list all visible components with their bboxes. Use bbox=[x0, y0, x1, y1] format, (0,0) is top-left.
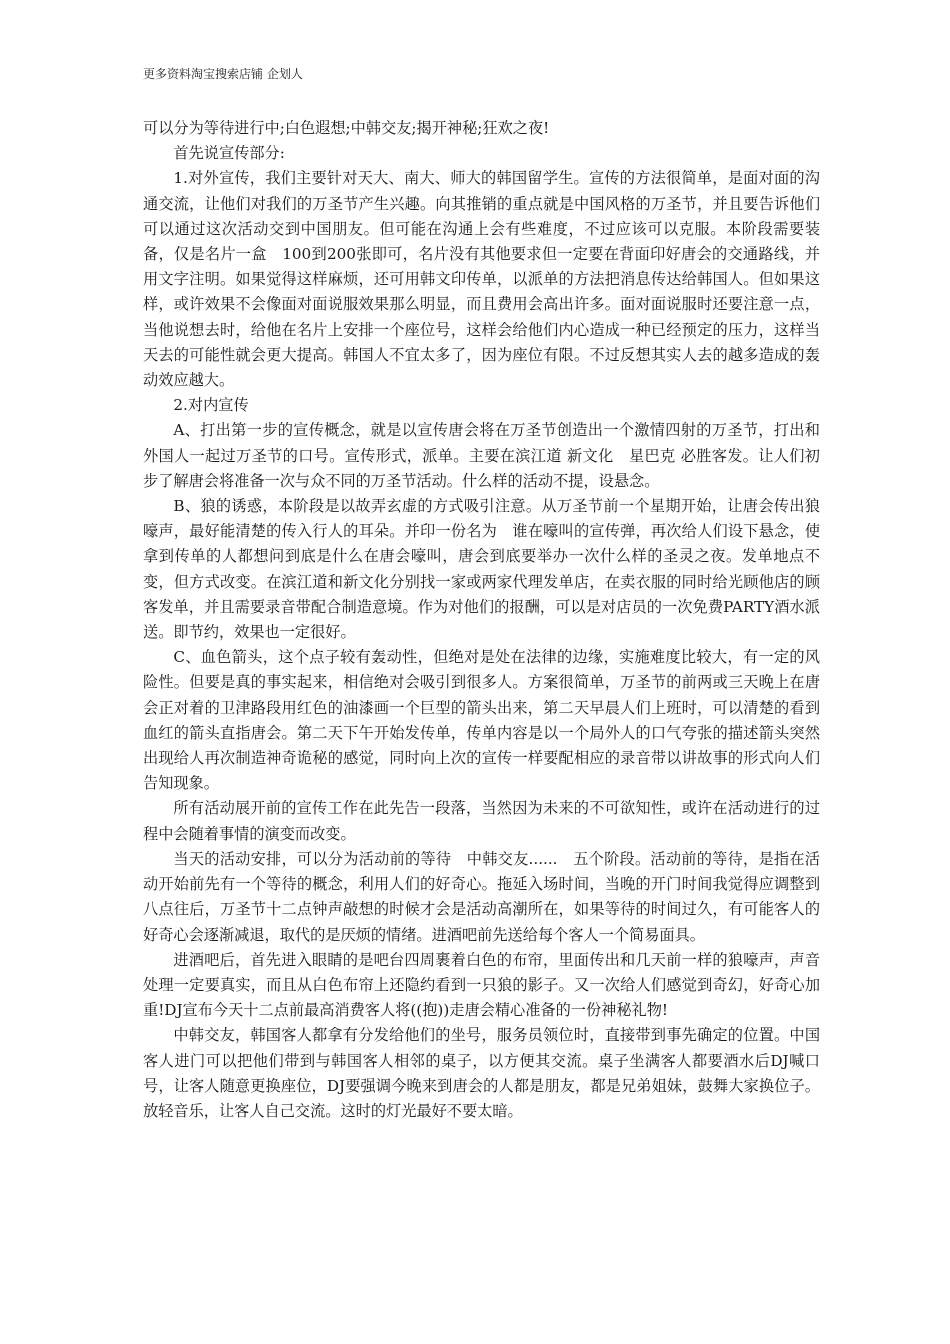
paragraph-publicity-summary: 所有活动展开前的宣传工作在此先告一段落，当然因为未来的不可欲知性，或许在活动进行的过程中会随着事情的演变而改变。 bbox=[143, 799, 820, 843]
paragraph-external-publicity: 1.对外宣传，我们主要针对天大、南大、师大的韩国留学生。宣传的方法很简单，是面对面的沟通交流，让他们对我们的万圣节产生兴趣。向其推销的重点就是中国风格的万圣节，并且要告诉他们可以通过这次活动交到中国朋友。但可能在沟通上会有些难度，不过应该可以克服。本阶段需要装备，仅是名片一盒 100到200张即可，名片没有其他要求但一定要在背面印好唐会的交通路线，并用文字注明。如果觉得这样麻烦，还可用韩文印传单，以派单的方法把消息传达给韩国人。但如果这样，或许效果不会像面对面说服效果那么明显，而且费用会高出许多。面对面说服时还要注意一点，当他说想去时，给他在名片上安排一个座位号，这样会给他们内心造成一种已经预定的压力，这样当天去的可能性就会更大提高。韩国人不宜太多了，因为座位有限。不过反想其实人去的越多造成的轰动效应越大。 bbox=[143, 169, 820, 390]
paragraph-section-c: C、血色箭头，这个点子较有轰动性，但绝对是处在法律的边缘，实施难度比较大，有一定的风险性。但要是真的事实起来，相信绝对会吸引到很多人。方案很简单，万圣节的前两或三天晚上在唐会正对着的卫津路段用红色的油漆画一个巨型的箭头出来，第二天早晨人们上班时，可以清楚的看到血红的箭头直指唐会。第二天下午开始发传单，传单内容是以一个局外人的口气夸张的描述箭头突然出现给人再次制造神奇诡秘的感觉，同时向上次的宣传一样要配相应的录音带以讲故事的形式向人们告知现象。 bbox=[143, 648, 820, 793]
paragraph-stages: 可以分为等待进行中;白色遐想;中韩交友;揭开神秘;狂欢之夜! bbox=[143, 119, 550, 137]
paragraph-korean-chinese-friendship: 中韩交友，韩国客人都拿有分发给他们的坐号，服务员领位时，直接带到事先确定的位置。中国客人进门可以把他们带到与韩国客人相邻的桌子，以方便其交流。桌子坐满客人都要酒水后DJ喊口号，让客人随意更换座位，DJ要强调今晚来到唐会的人都是朋友，都是兄弟姐妹，鼓舞大家换位子。放轻音乐，让客人自己交流。这时的灯光最好不要太暗。 bbox=[143, 1026, 820, 1120]
paragraph-internal-publicity-heading: 2.对内宣传 bbox=[173, 396, 249, 415]
paragraph-day-schedule: 当天的活动安排，可以分为活动前的等待 中韩交友...... 五个阶段。活动前的等待，是指在活动开始前先有一个等待的概念，利用人们的好奇心。拖延入场时间，当晚的开门时间我觉得应调整到八点往后，万圣节十二点钟声敲想的时候才会是活动高潮所在，如果等待的时间过久，有可能客人的好奇心会逐渐减退，取代的是厌烦的情绪。进酒吧前先送给每个客人一个简易面具。 bbox=[143, 849, 820, 944]
paragraph-entering-bar: 进酒吧后，首先进入眼睛的是吧台四周裹着白色的布帘，里面传出和几天前一样的狼嚎声，声音处理一定要真实，而且从白色布帘上还隐约看到一只狼的影子。又一次给人们感觉到奇幻，好奇心加重!DJ宣布今天十二点前最高消费客人将((抱))走唐会精心准备的一份神秘礼物! bbox=[143, 950, 820, 1020]
paragraph-publicity-intro: 首先说宣传部分: bbox=[173, 144, 285, 163]
paragraph-section-b: B、狼的诱惑，本阶段是以故弄玄虚的方式吸引注意。从万圣节前一个星期开始，让唐会传出狼嚎声，最好能清楚的传入行人的耳朵。并印一份名为 谁在嚎叫的宣传弹，再次给人们设下悬念，使拿到传单的人都想问到底是什么在唐会嚎叫，唐会到底要举办一次什么样的圣灵之夜。发单地点不变，但方式改变。在滨江道和新文化分别找一家或两家代理发单店，在卖衣服的同时给光顾他店的顾客发单，并且需要录音带配合制造意境。作为对他们的报酬，可以是对店员的一次免费PARTY酒水派送。即节约，效果也一定很好。 bbox=[143, 497, 820, 642]
page-header: 更多资料淘宝搜索店铺 企划人 bbox=[143, 67, 303, 81]
paragraph-section-a: A、打出第一步的宣传概念，就是以宣传唐会将在万圣节创造出一个激情四射的万圣节，打出和外国人一起过万圣节的口号。宣传形式，派单。主要在滨江道 新文化 星巴克 必胜客发。让人们初步了解唐会将准备一次与众不同的万圣节活动。什么样的活动不提，设悬念。 bbox=[143, 421, 820, 490]
document-body bbox=[143, 116, 820, 1124]
